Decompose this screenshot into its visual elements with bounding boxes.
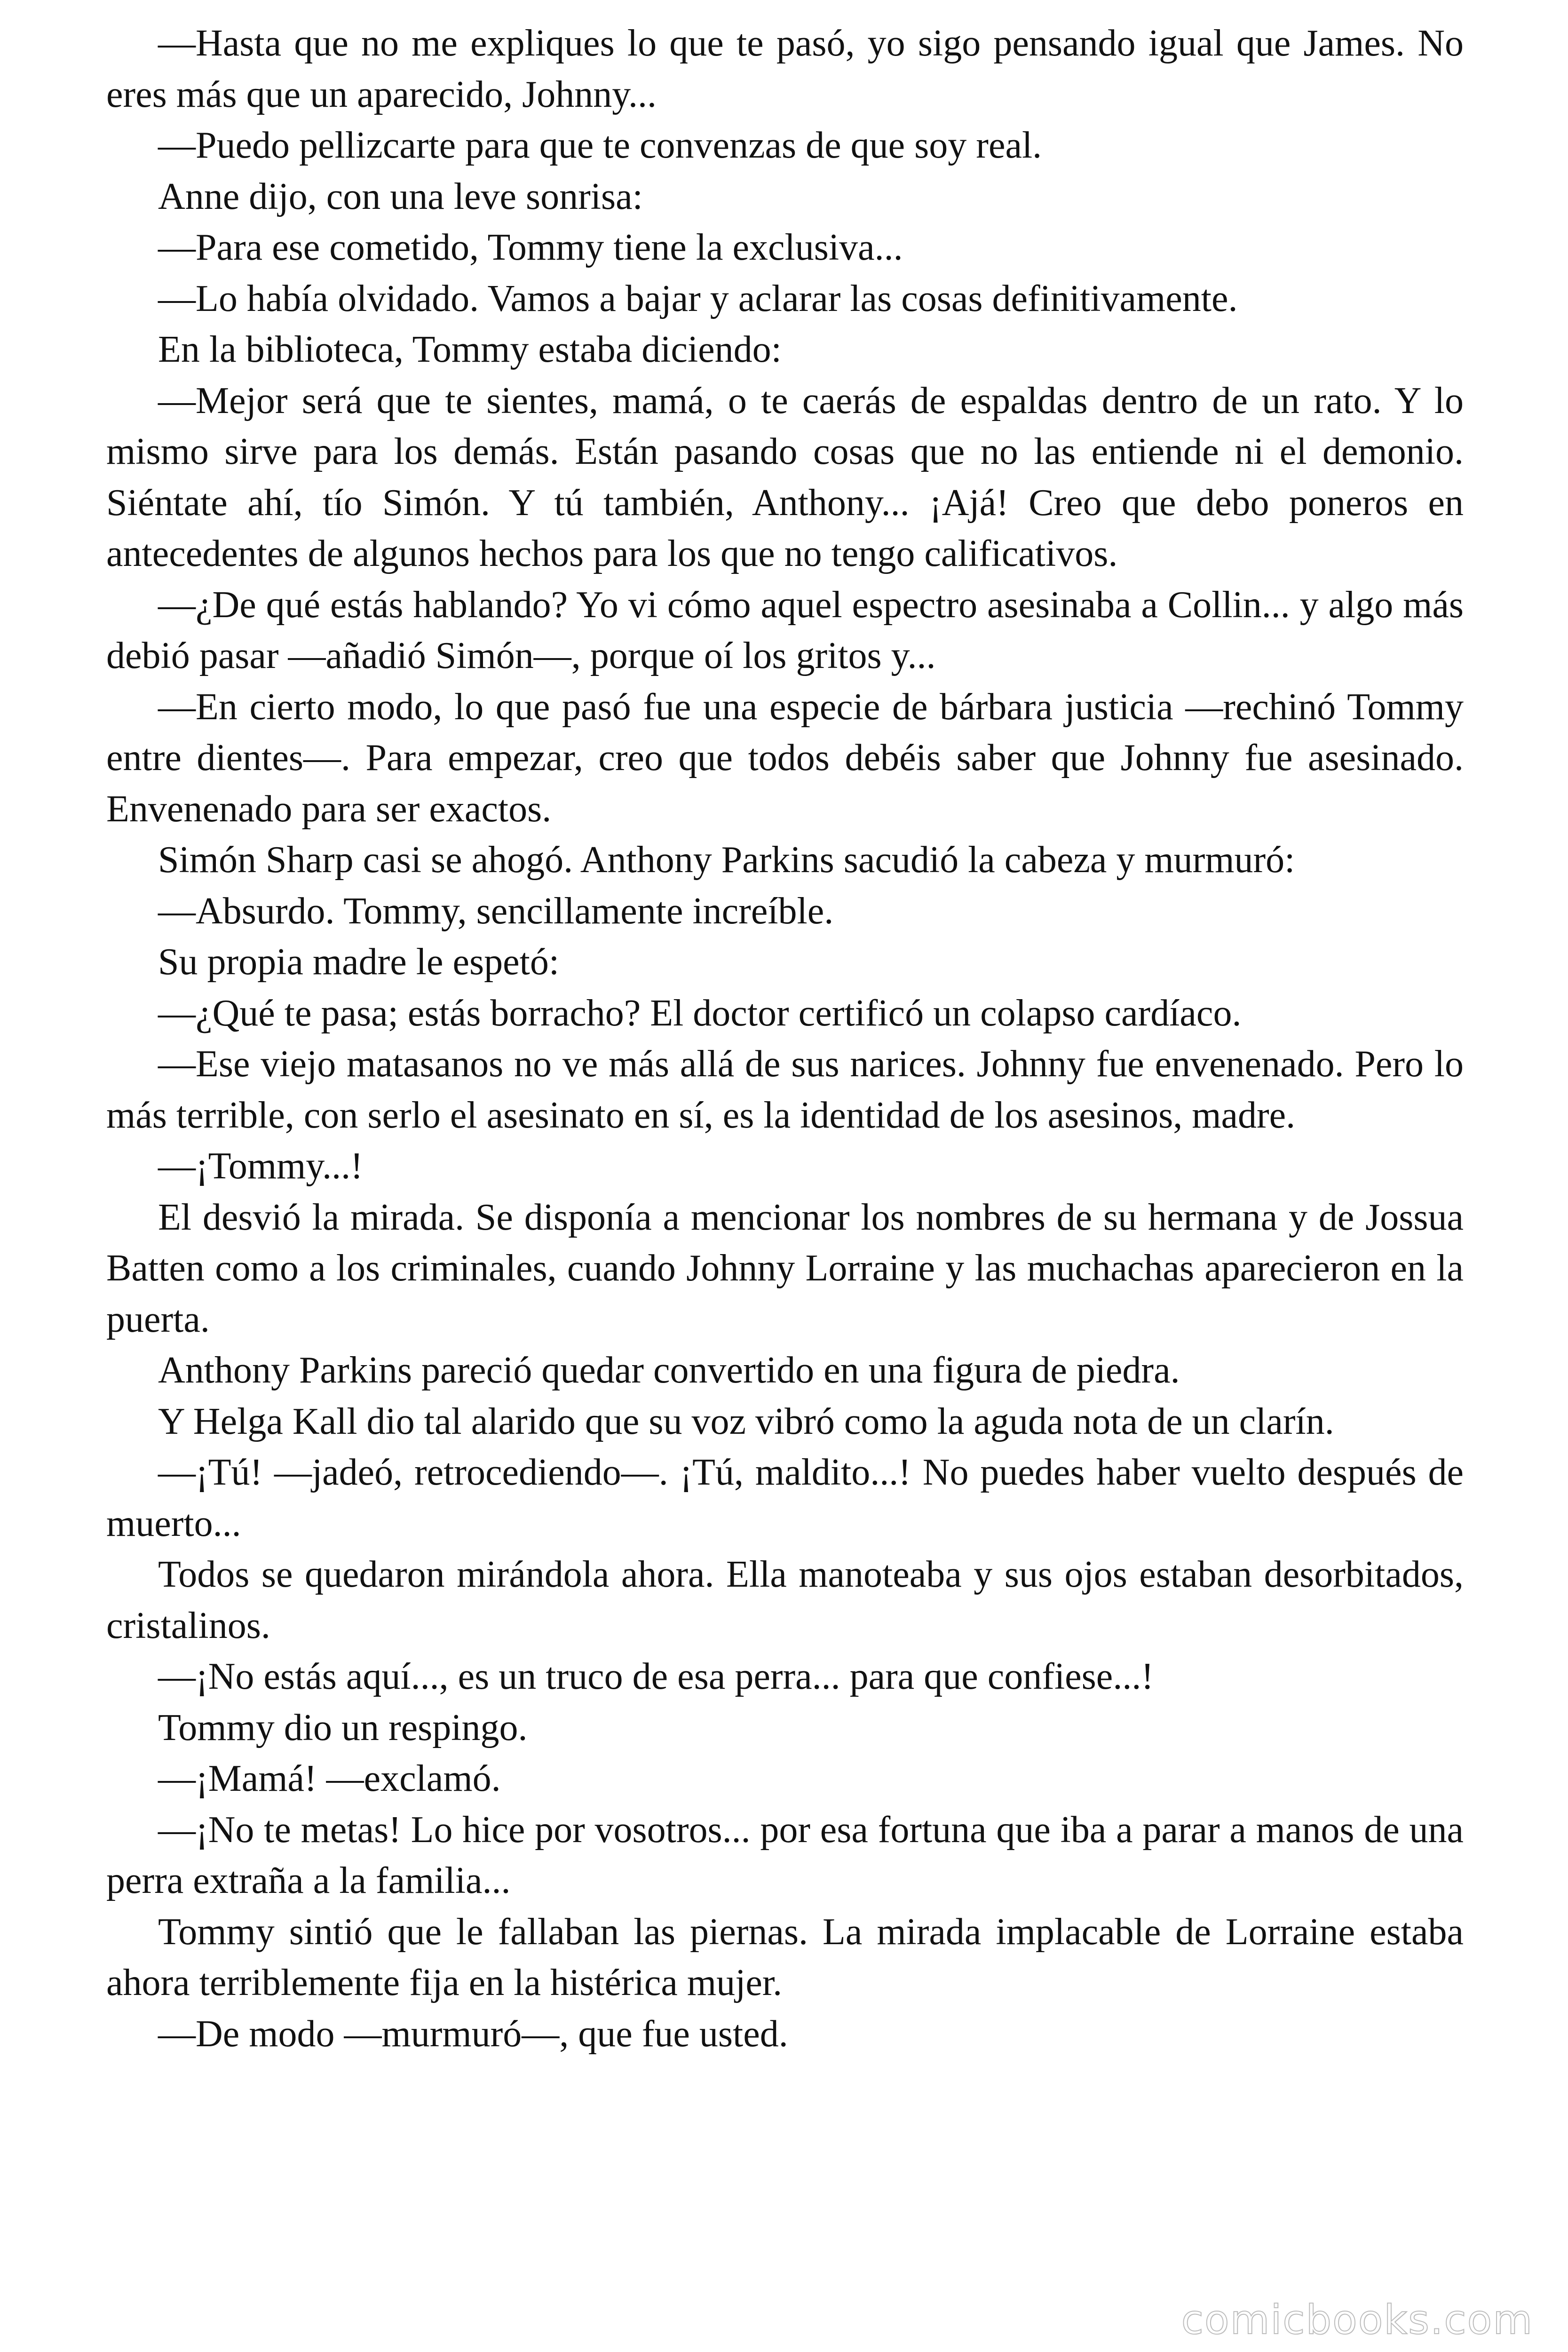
paragraph: Y Helga Kall dio tal alarido que su voz vibró como la aguda nota de un clarín. bbox=[158, 1400, 1334, 1442]
paragraph: Tommy sintió que le fallaban las piernas. La mirada implacable de Lorraine estaba ahora terriblemente fija en la histérica mujer. bbox=[106, 1911, 1464, 2003]
paragraph: —Absurdo. Tommy, sencillamente increíble. bbox=[158, 890, 834, 932]
watermark: comicbooks.com bbox=[1181, 2296, 1533, 2344]
book-page-text bbox=[106, 18, 1464, 2059]
paragraph: —Para ese cometido, Tommy tiene la exclusiva... bbox=[158, 227, 903, 268]
paragraph: —En cierto modo, lo que pasó fue una especie de bárbara justicia —rechinó Tommy entre dientes—. Para empezar, creo que todos debéis saber que Johnny fue asesinado. Envenenado para ser exactos. bbox=[106, 686, 1464, 830]
paragraph: —¡Mamá! —exclamó. bbox=[158, 1758, 501, 1799]
paragraph: —¿De qué estás hablando? Yo vi cómo aquel espectro asesinaba a Collin... y algo más debió pasar —añadió Simón—, porque oí los gritos y... bbox=[106, 584, 1464, 676]
paragraph: —¡No estás aquí..., es un truco de esa perra... para que confiese...! bbox=[158, 1656, 1154, 1697]
paragraph: —Puedo pellizcarte para que te convenzas de que soy real. bbox=[158, 125, 1042, 166]
paragraph: —¿Qué te pasa; estás borracho? El doctor certificó un colapso cardíaco. bbox=[158, 992, 1242, 1034]
paragraph: —De modo —murmuró—, que fue usted. bbox=[158, 2013, 788, 2055]
paragraph: —¡No te metas! Lo hice por vosotros... por esa fortuna que iba a parar a manos de una perra extraña a la familia... bbox=[106, 1809, 1464, 1901]
paragraph: Anne dijo, con una leve sonrisa: bbox=[158, 175, 643, 217]
paragraph: —¡Tommy...! bbox=[158, 1145, 363, 1187]
paragraph: En la biblioteca, Tommy estaba diciendo: bbox=[158, 329, 782, 370]
paragraph: Anthony Parkins pareció quedar convertido en una figura de piedra. bbox=[158, 1350, 1180, 1391]
paragraph: Todos se quedaron mirándola ahora. Ella manoteaba y sus ojos estaban desorbitados, cristalinos. bbox=[106, 1554, 1464, 1646]
paragraph: —Mejor será que te sientes, mamá, o te caerás de espaldas dentro de un rato. Y lo mismo sirve para los demás. Están pasando cosas que no las entiende ni el demonio. Siéntate ahí, tío Simón. Y tú también, Anthony... ¡Ajá! Creo que debo poneros en antecedentes de algunos hechos para los que no tengo calificativos. bbox=[106, 380, 1464, 574]
paragraph: —¡Tú! —jadeó, retrocediendo—. ¡Tú, maldito...! No puedes haber vuelto después de muerto... bbox=[106, 1452, 1464, 1544]
paragraph: Tommy dio un respingo. bbox=[158, 1707, 528, 1748]
paragraph: Simón Sharp casi se ahogó. Anthony Parkins sacudió la cabeza y murmuró: bbox=[158, 839, 1295, 881]
paragraph: —Lo había olvidado. Vamos a bajar y aclarar las cosas definitivamente. bbox=[158, 278, 1238, 319]
paragraph: Su propia madre le espetó: bbox=[158, 941, 560, 983]
paragraph: —Hasta que no me expliques lo que te pasó, yo sigo pensando igual que James. No eres más que un aparecido, Johnny... bbox=[106, 23, 1464, 115]
paragraph: El desvió la mirada. Se disponía a mencionar los nombres de su hermana y de Jossua Batten como a los criminales, cuando Johnny Lorraine y las muchachas aparecieron en la puerta. bbox=[106, 1196, 1464, 1340]
paragraph: —Ese viejo matasanos no ve más allá de sus narices. Johnny fue envenenado. Pero lo más terrible, con serlo el asesinato en sí, es la identidad de los asesinos, madre. bbox=[106, 1043, 1464, 1136]
